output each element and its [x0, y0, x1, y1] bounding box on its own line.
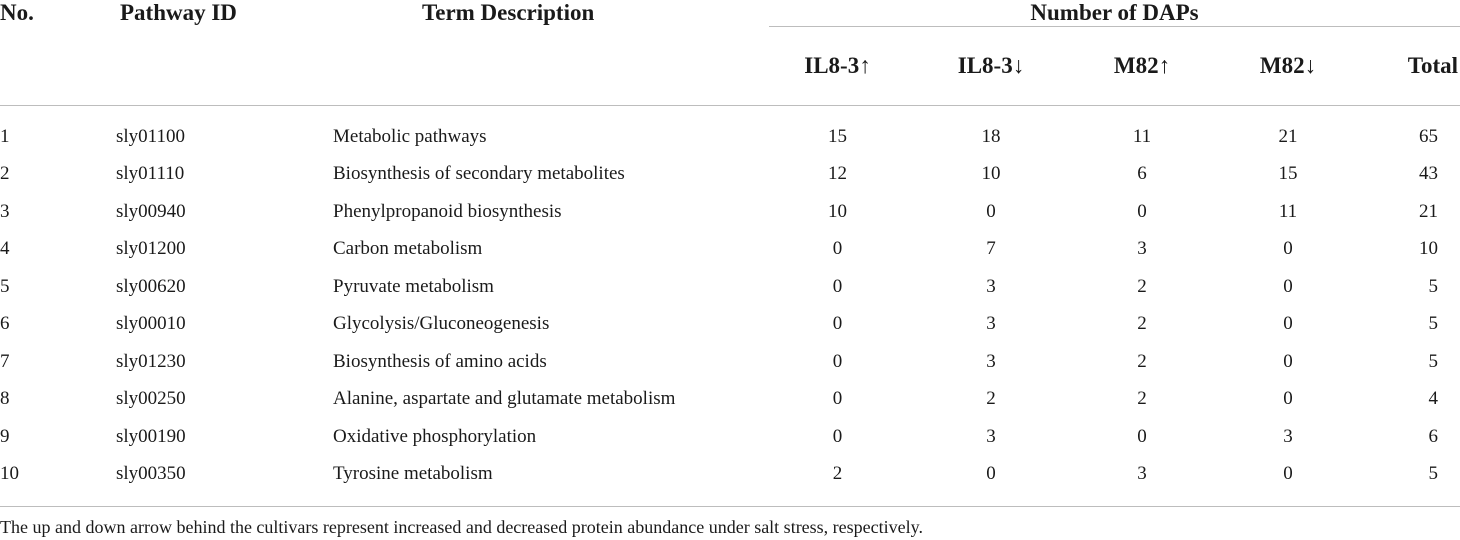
spacer-row — [0, 106, 1460, 119]
cell-pathway-id: sly01230 — [116, 350, 186, 372]
cell-m82-down: 3 — [1283, 425, 1293, 447]
cell-no: 10 — [0, 463, 19, 485]
table-row — [0, 231, 1460, 269]
cell-il83-up: 0 — [832, 350, 843, 372]
cell-total: 10 — [1419, 238, 1439, 260]
cell-m82-down: 0 — [1283, 238, 1293, 260]
cell-term-description: Tyrosine metabolism — [333, 463, 493, 485]
cell-no: 8 — [0, 388, 10, 410]
cell-pathway-id: sly00940 — [116, 200, 186, 222]
cell-m82-down: 0 — [1283, 463, 1293, 485]
header-m82-down: M82↓ — [1208, 27, 1368, 106]
cell-no: 9 — [0, 425, 10, 447]
cell-m82-down: 0 — [1283, 388, 1293, 410]
cell-term-description: Biosynthesis of secondary metabolites — [333, 163, 625, 185]
cell-il83-up: 0 — [832, 388, 843, 410]
cell-total: 65 — [1419, 125, 1439, 147]
cell-il83-up: 12 — [828, 163, 847, 185]
cell-pathway-id: sly00350 — [116, 463, 186, 485]
cell-pathway-id: sly00620 — [116, 275, 186, 297]
cell-il83-down: 3 — [986, 275, 996, 297]
cell-il83-down: 0 — [986, 463, 996, 485]
cell-no: 2 — [0, 163, 10, 185]
header-m82-up: M82↑ — [1076, 27, 1208, 106]
table-row — [0, 156, 1460, 194]
cell-il83-down: 10 — [981, 163, 1001, 185]
header-term-description: Term Description — [422, 0, 595, 25]
header-il83-down: IL8-3↓ — [906, 27, 1076, 106]
cell-il83-down: 7 — [986, 238, 996, 260]
header-blank — [332, 27, 769, 106]
cell-pathway-id: sly00010 — [116, 313, 186, 335]
table-bottom-rule — [0, 506, 1460, 507]
cell-il83-up: 0 — [832, 238, 843, 260]
cell-total: 5 — [1428, 313, 1439, 335]
cell-m82-down: 11 — [1278, 200, 1298, 222]
cell-total: 21 — [1419, 200, 1439, 222]
cell-no: 7 — [0, 350, 10, 372]
cell-il83-down: 0 — [986, 200, 996, 222]
cell-no: 6 — [0, 313, 10, 335]
header-blank — [0, 27, 110, 106]
cell-m82-up: 2 — [1137, 313, 1147, 335]
cell-term-description: Alanine, aspartate and glutamate metabolism — [333, 388, 676, 410]
cell-il83-down: 2 — [986, 388, 996, 410]
cell-term-description: Oxidative phosphorylation — [333, 425, 537, 447]
cell-m82-up: 3 — [1137, 463, 1147, 485]
cell-il83-up: 15 — [828, 125, 847, 147]
header-no: No. — [0, 0, 34, 25]
cell-il83-up: 0 — [832, 425, 843, 447]
cell-term-description: Glycolysis/Gluconeogenesis — [333, 313, 550, 335]
table-row — [0, 343, 1460, 381]
header-number-of-daps: Number of DAPs — [769, 0, 1460, 27]
cell-term-description: Phenylpropanoid biosynthesis — [333, 200, 562, 222]
cell-m82-up: 3 — [1137, 238, 1147, 260]
cell-il83-up: 10 — [828, 200, 847, 222]
cell-total: 5 — [1428, 350, 1439, 372]
cell-m82-down: 0 — [1283, 275, 1293, 297]
header-blank — [110, 27, 332, 106]
table-row — [0, 418, 1460, 456]
table-row — [0, 456, 1460, 494]
cell-m82-up: 2 — [1137, 388, 1147, 410]
table-row — [0, 118, 1460, 156]
cell-total: 43 — [1419, 163, 1439, 185]
cell-m82-down: 0 — [1283, 350, 1293, 372]
cell-term-description: Metabolic pathways — [333, 125, 487, 147]
cell-pathway-id: sly01200 — [116, 238, 186, 260]
cell-total: 6 — [1428, 425, 1439, 447]
cell-m82-down: 21 — [1278, 125, 1298, 147]
cell-total: 5 — [1428, 463, 1439, 485]
cell-il83-up: 0 — [832, 275, 843, 297]
cell-term-description: Carbon metabolism — [333, 238, 483, 260]
cell-il83-down: 3 — [986, 425, 996, 447]
cell-m82-down: 15 — [1278, 163, 1298, 185]
cell-total: 4 — [1428, 388, 1439, 410]
cell-pathway-id: sly01110 — [116, 163, 185, 185]
cell-m82-up: 6 — [1137, 163, 1147, 185]
cell-pathway-id: sly01100 — [116, 125, 185, 147]
header-total: Total — [1368, 27, 1460, 106]
cell-pathway-id: sly00250 — [116, 388, 186, 410]
table-footnote: The up and down arrow behind the cultivars represent increased and decreased protein abundance under salt stress, respectively. — [0, 517, 923, 537]
table-row — [0, 193, 1460, 231]
cell-term-description: Pyruvate metabolism — [333, 275, 494, 297]
cell-pathway-id: sly00190 — [116, 425, 186, 447]
table-body — [0, 106, 1460, 494]
cell-m82-up: 0 — [1137, 200, 1147, 222]
cell-m82-up: 0 — [1137, 425, 1147, 447]
cell-m82-down: 0 — [1283, 313, 1293, 335]
header-pathway-id: Pathway ID — [120, 0, 237, 25]
cell-no: 5 — [0, 275, 10, 297]
cell-m82-up: 2 — [1137, 350, 1147, 372]
cell-no: 3 — [0, 200, 10, 222]
cell-term-description: Biosynthesis of amino acids — [333, 350, 547, 372]
header-row-sub — [0, 27, 1460, 106]
cell-no: 1 — [0, 125, 10, 147]
cell-il83-down: 3 — [986, 350, 996, 372]
cell-il83-up: 2 — [832, 463, 843, 485]
cell-total: 5 — [1428, 275, 1439, 297]
cell-il83-down: 18 — [981, 125, 1001, 147]
cell-m82-up: 11 — [1132, 125, 1152, 147]
header-il83-up: IL8-3↑ — [769, 27, 906, 106]
cell-il83-down: 3 — [986, 313, 996, 335]
table-row — [0, 268, 1460, 306]
cell-il83-up: 0 — [832, 313, 843, 335]
table-row — [0, 306, 1460, 344]
table-row — [0, 381, 1460, 419]
cell-no: 4 — [0, 238, 10, 260]
header-row-top — [0, 0, 1460, 27]
cell-m82-up: 2 — [1137, 275, 1147, 297]
